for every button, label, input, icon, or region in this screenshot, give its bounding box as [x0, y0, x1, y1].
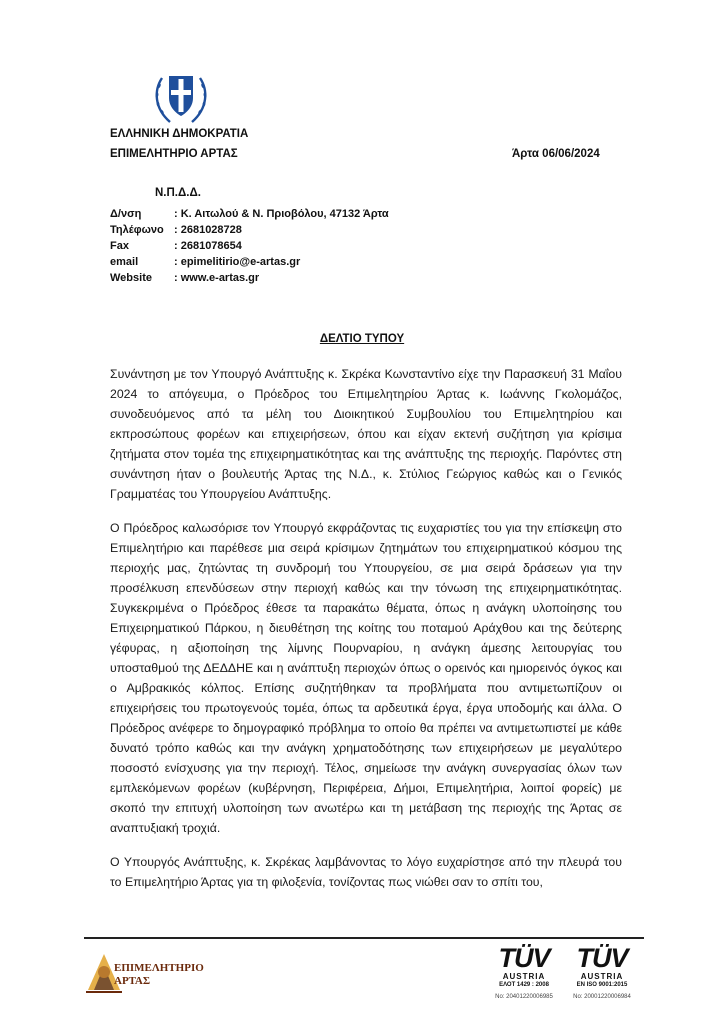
contact-value: : 2681028728	[174, 224, 242, 236]
contact-label: Fax	[110, 240, 129, 252]
press-release-body	[110, 364, 622, 906]
contact-row-address	[110, 206, 389, 222]
contact-row-fax	[110, 238, 389, 254]
contact-label: Τηλέφωνο	[110, 224, 164, 236]
tuv-country: AUSTRIA	[580, 972, 624, 981]
legal-form: Ν.Π.Δ.Δ.	[155, 187, 201, 199]
footer-divider	[84, 937, 644, 939]
logo-line-2: ΑΡΤΑΣ	[114, 975, 151, 987]
contact-label: Website	[110, 272, 152, 284]
body-paragraph: Ο Υπουργός Ανάπτυξης, κ. Σκρέκας λαμβάνοντας το λόγο ευχαρίστησε από την πλευρά του το Επιμελητήριο Άρτας για τη φιλοξενία, τονίζοντας πως νιώθει σαν το σπίτι του,	[110, 855, 622, 889]
contact-row-website	[110, 270, 389, 286]
tuv-standard: EN ISO 9001:2015	[576, 982, 628, 988]
contact-value: : 2681078654	[174, 240, 242, 252]
contact-value: : epimelitirio@e-artas.gr	[174, 256, 301, 268]
tuv-mark: TÜV	[576, 943, 628, 973]
contact-row-email	[110, 254, 389, 270]
greek-coat-of-arms-icon	[150, 70, 212, 128]
contact-block	[110, 206, 389, 286]
chamber-logo	[84, 946, 204, 998]
tuv-certificate-elot	[484, 944, 564, 1002]
tuv-number: No: 20401220006985	[495, 994, 553, 1000]
body-paragraph: Ο Πρόεδρος καλωσόρισε τον Υπουργό εκφράζοντας τις ευχαριστίες του για την επίσκεψη στο Επιμελητήριο και παρέθεσε μια σειρά κρίσιμων ζητημάτων του επιχειρηματικού κόσμου της περιοχής μας, ζητώντας τη συνδρομή του Υπουργείου, σε μια σειρά δράσεων για την προσέλκυση επενδύσεων στην περιοχή καθώς και την τόνωση της επιχειρηματικότητας. Συγκεκριμένα ο Πρόεδρος έθεσε τα παρακάτω θέματα, όπως η ανάγκη υλοποίησης του Επιχειρηματικού Πάρκου, η διευθέτηση της κοίτης του ποταμού Αράχθου και της δεύτερης γέφυρας, η αξιοποίηση της λίμνης Πουρναρίου, η ανάγκη άμεσης λειτουργίας του υποσταθμού της ΔΕΔΔΗΕ και η ανάπτυξη περιοχών όπως ο ορεινός και ημιορεινός όγκος και ο Αμβρακικός κόλπος. Επίσης συζητήθηκαν τα προβλήματα που αντιμετωπίζουν οι επιχειρήσεις του πρωτογενούς τομέα, όπως τα αρδευτικά έργα, έργα υποδομής και άλλα. Ο Πρόεδρος ανέφερε το δημογραφικό πρόβλημα το οποίο θα πρέπει να αντιμετωπιστεί με κάθε δυνατό τρόπο καθώς και την ανάγκη χρηματοδότησης των επιχειρήσεων με μεγαλύτερο ποσοστό ενίσχυσης για την περιοχή. Τέλος, σημείωσε την ανάγκη συνεργασίας όλων των εμπλεκόμενων φορέων (κυβέρνηση, Περιφέρεια, Δήμοι, Επιμελητήρια, λοιποί φορείς) με σκοπό την επιτυχή υλοποίηση των ανωτέρω και τη μετάβαση της περιοχής της Άρτας σε αναπτυξιακή τροχιά.	[110, 521, 622, 835]
document-date: Άρτα 06/06/2024	[512, 148, 600, 160]
tuv-country: AUSTRIA	[502, 972, 546, 981]
chamber-heading: ΕΠΙΜΕΛΗΤΗΡΙΟ ΑΡΤΑΣ	[110, 148, 238, 160]
contact-value: : Κ. Αιτωλού & Ν. Πριοβόλου, 47132 Άρτα	[174, 208, 389, 220]
chamber-logo-text	[114, 962, 204, 988]
tuv-number: No: 20001220006984	[573, 994, 631, 1000]
contact-value: : www.e-artas.gr	[174, 272, 260, 284]
tuv-mark: TÜV	[498, 943, 550, 973]
contact-label: email	[110, 256, 139, 268]
document-title: ΔΕΛΤΙΟ ΤΥΠΟΥ	[319, 333, 405, 345]
country-heading: ΕΛΛΗΝΙΚΗ ΔΗΜΟΚΡΑΤΙΑ	[110, 128, 249, 140]
contact-label: Δ/νση	[110, 208, 142, 220]
logo-line-1: ΕΠΙΜΕΛΗΤΗΡΙΟ	[114, 962, 204, 974]
contact-row-phone	[110, 222, 389, 238]
body-paragraph: Συνάντηση με τον Υπουργό Ανάπτυξης κ. Σκρέκα Κωνσταντίνο είχε την Παρασκευή 31 Μαΐου 2024 το απόγευμα, ο Πρόεδρος του Επιμελητηρίου Άρτας κ. Ιωάννης Γκολομάζος, συνοδευόμενος από τα μέλη του Διοικητικού Συμβουλίου του Επιμελητηρίου και εκπροσώπους φορέων και επιχειρήσεων, όπου και είχαν εκτενή συζήτηση για κρίσιμα ζητήματα στον τομέα της επιχειρηματικότητας και της ανάπτυξης της περιοχής. Παρόντες στη συνάντηση ήταν ο βουλευτής Άρτας της Ν.Δ., κ. Στύλιος Γεώργιος καθώς και ο Γενικός Γραμματέας του Υπουργείου Ανάπτυξης.	[110, 367, 622, 501]
tuv-certificate-iso	[562, 944, 642, 1002]
tuv-standard: ΕΛΟΤ 1429 : 2008	[499, 982, 549, 988]
